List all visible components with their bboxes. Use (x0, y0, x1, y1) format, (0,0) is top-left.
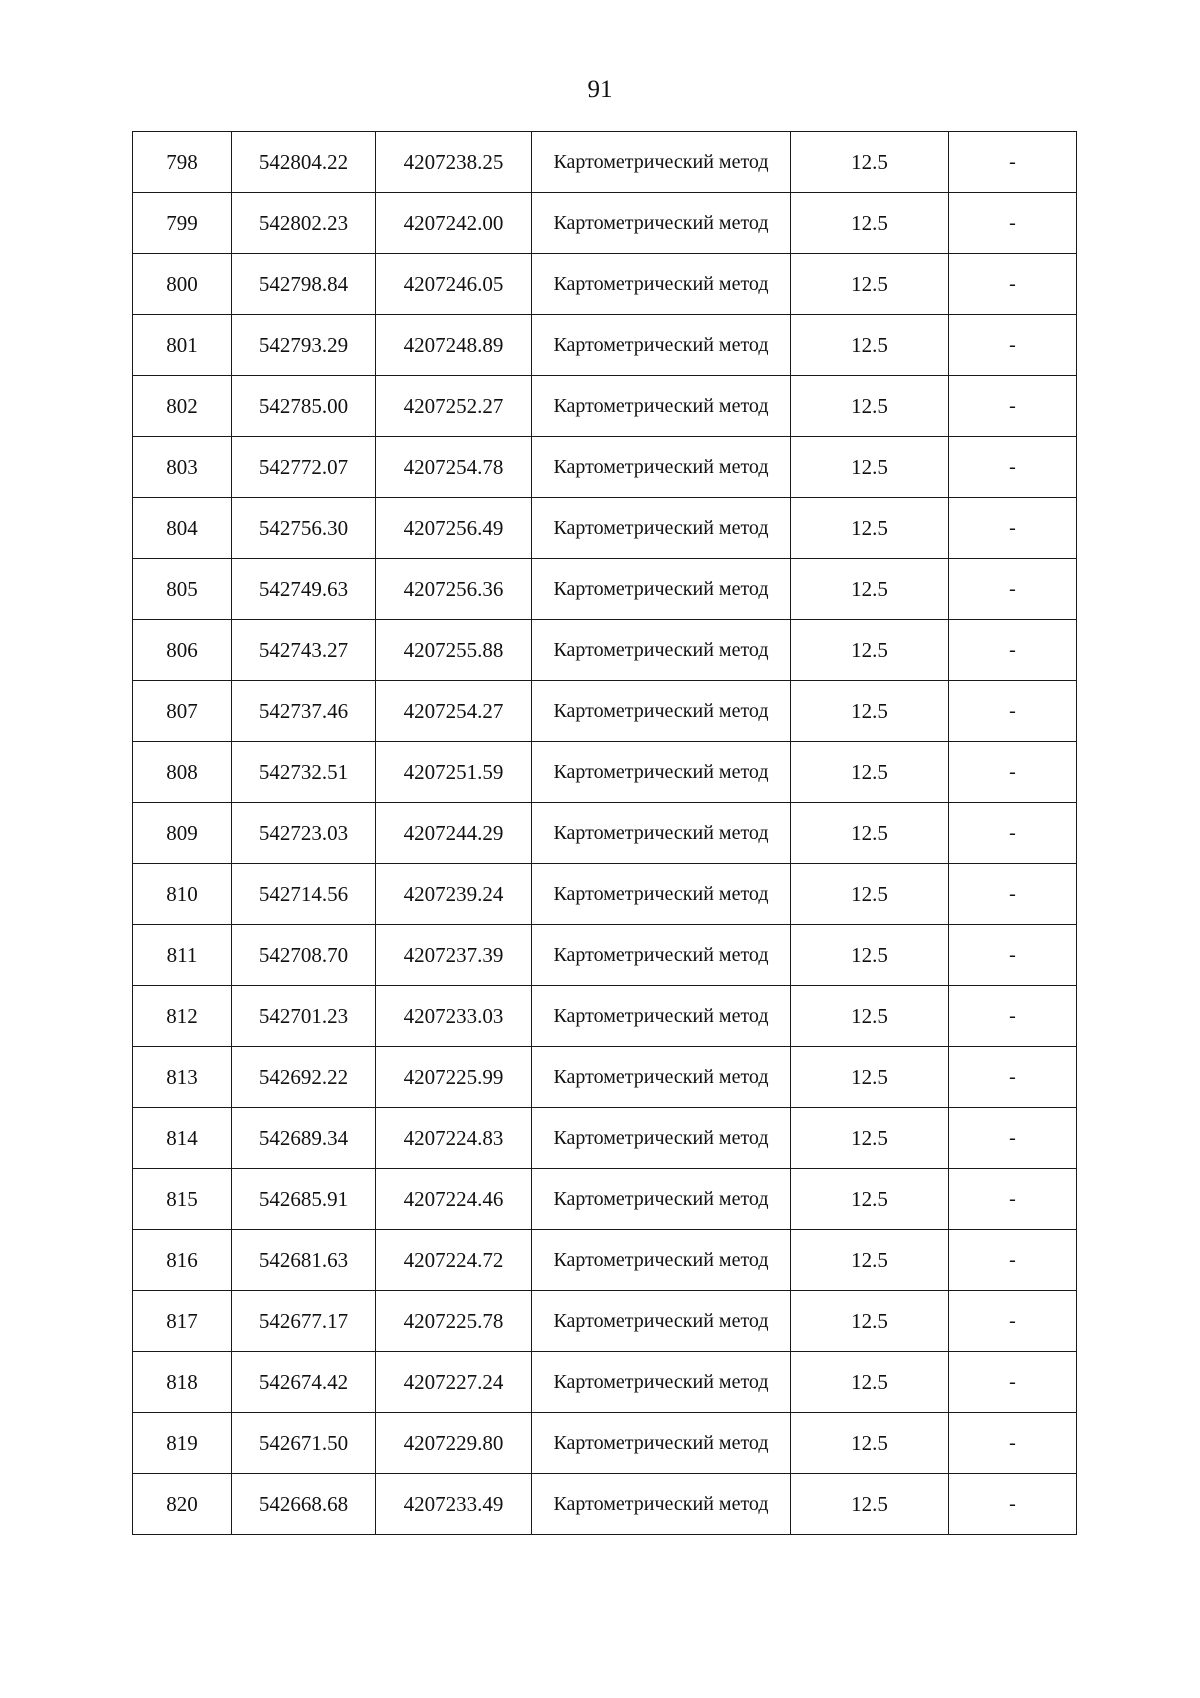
point-number-cell: 819 (133, 1413, 232, 1474)
x-coordinate-cell: 542749.63 (232, 559, 376, 620)
note-cell: - (949, 1352, 1077, 1413)
point-number-cell: 809 (133, 803, 232, 864)
y-coordinate-cell: 4207229.80 (376, 1413, 532, 1474)
accuracy-cell: 12.5 (791, 1474, 949, 1535)
y-coordinate-cell: 4207255.88 (376, 620, 532, 681)
method-cell: Картометрический метод (532, 1474, 791, 1535)
point-number-cell: 817 (133, 1291, 232, 1352)
method-cell: Картометрический метод (532, 925, 791, 986)
point-number-cell: 807 (133, 681, 232, 742)
point-number-cell: 808 (133, 742, 232, 803)
method-cell: Картометрический метод (532, 498, 791, 559)
table-row (133, 254, 1077, 315)
table-row (133, 132, 1077, 193)
note-cell: - (949, 559, 1077, 620)
table-row (133, 925, 1077, 986)
note-cell: - (949, 986, 1077, 1047)
note-cell: - (949, 620, 1077, 681)
note-cell: - (949, 437, 1077, 498)
point-number-cell: 815 (133, 1169, 232, 1230)
method-cell: Картометрический метод (532, 986, 791, 1047)
y-coordinate-cell: 4207237.39 (376, 925, 532, 986)
y-coordinate-cell: 4207225.78 (376, 1291, 532, 1352)
y-coordinate-cell: 4207224.72 (376, 1230, 532, 1291)
table-row (133, 986, 1077, 1047)
y-coordinate-cell: 4207233.49 (376, 1474, 532, 1535)
x-coordinate-cell: 542671.50 (232, 1413, 376, 1474)
table-row (133, 742, 1077, 803)
page-number: 91 (587, 76, 613, 103)
x-coordinate-cell: 542772.07 (232, 437, 376, 498)
x-coordinate-cell: 542714.56 (232, 864, 376, 925)
y-coordinate-cell: 4207256.36 (376, 559, 532, 620)
point-number-cell: 814 (133, 1108, 232, 1169)
x-coordinate-cell: 542674.42 (232, 1352, 376, 1413)
method-cell: Картометрический метод (532, 193, 791, 254)
table-row (133, 1291, 1077, 1352)
table-row (133, 620, 1077, 681)
table-row (133, 864, 1077, 925)
note-cell: - (949, 1291, 1077, 1352)
y-coordinate-cell: 4207239.24 (376, 864, 532, 925)
coordinates-table-wrapper (132, 131, 1076, 1535)
method-cell: Картометрический метод (532, 132, 791, 193)
x-coordinate-cell: 542723.03 (232, 803, 376, 864)
method-cell: Картометрический метод (532, 1352, 791, 1413)
table-row (133, 376, 1077, 437)
method-cell: Картометрический метод (532, 803, 791, 864)
x-coordinate-cell: 542793.29 (232, 315, 376, 376)
note-cell: - (949, 1230, 1077, 1291)
note-cell: - (949, 132, 1077, 193)
note-cell: - (949, 742, 1077, 803)
table-row (133, 559, 1077, 620)
note-cell: - (949, 376, 1077, 437)
x-coordinate-cell: 542802.23 (232, 193, 376, 254)
point-number-cell: 811 (133, 925, 232, 986)
method-cell: Картометрический метод (532, 254, 791, 315)
y-coordinate-cell: 4207233.03 (376, 986, 532, 1047)
table-row (133, 1169, 1077, 1230)
method-cell: Картометрический метод (532, 864, 791, 925)
table-row (133, 193, 1077, 254)
table-row (133, 1352, 1077, 1413)
method-cell: Картометрический метод (532, 742, 791, 803)
x-coordinate-cell: 542737.46 (232, 681, 376, 742)
method-cell: Картометрический метод (532, 437, 791, 498)
x-coordinate-cell: 542798.84 (232, 254, 376, 315)
method-cell: Картометрический метод (532, 1108, 791, 1169)
y-coordinate-cell: 4207238.25 (376, 132, 532, 193)
method-cell: Картометрический метод (532, 1169, 791, 1230)
note-cell: - (949, 1413, 1077, 1474)
y-coordinate-cell: 4207252.27 (376, 376, 532, 437)
table-row (133, 315, 1077, 376)
method-cell: Картометрический метод (532, 559, 791, 620)
coordinates-table (132, 131, 1077, 1535)
y-coordinate-cell: 4207244.29 (376, 803, 532, 864)
note-cell: - (949, 1169, 1077, 1230)
note-cell: - (949, 315, 1077, 376)
accuracy-cell: 12.5 (791, 1230, 949, 1291)
note-cell: - (949, 681, 1077, 742)
x-coordinate-cell: 542692.22 (232, 1047, 376, 1108)
table-row (133, 1413, 1077, 1474)
method-cell: Картометрический метод (532, 376, 791, 437)
accuracy-cell: 12.5 (791, 254, 949, 315)
point-number-cell: 812 (133, 986, 232, 1047)
accuracy-cell: 12.5 (791, 1108, 949, 1169)
accuracy-cell: 12.5 (791, 437, 949, 498)
table-row (133, 1108, 1077, 1169)
x-coordinate-cell: 542743.27 (232, 620, 376, 681)
note-cell: - (949, 193, 1077, 254)
table-row (133, 803, 1077, 864)
accuracy-cell: 12.5 (791, 1413, 949, 1474)
method-cell: Картометрический метод (532, 620, 791, 681)
accuracy-cell: 12.5 (791, 925, 949, 986)
y-coordinate-cell: 4207254.27 (376, 681, 532, 742)
coordinates-table-body (133, 132, 1077, 1535)
point-number-cell: 810 (133, 864, 232, 925)
note-cell: - (949, 803, 1077, 864)
y-coordinate-cell: 4207251.59 (376, 742, 532, 803)
accuracy-cell: 12.5 (791, 193, 949, 254)
point-number-cell: 816 (133, 1230, 232, 1291)
point-number-cell: 805 (133, 559, 232, 620)
point-number-cell: 804 (133, 498, 232, 559)
note-cell: - (949, 1047, 1077, 1108)
x-coordinate-cell: 542785.00 (232, 376, 376, 437)
accuracy-cell: 12.5 (791, 559, 949, 620)
x-coordinate-cell: 542732.51 (232, 742, 376, 803)
y-coordinate-cell: 4207227.24 (376, 1352, 532, 1413)
x-coordinate-cell: 542677.17 (232, 1291, 376, 1352)
accuracy-cell: 12.5 (791, 1352, 949, 1413)
note-cell: - (949, 864, 1077, 925)
x-coordinate-cell: 542685.91 (232, 1169, 376, 1230)
accuracy-cell: 12.5 (791, 132, 949, 193)
accuracy-cell: 12.5 (791, 376, 949, 437)
method-cell: Картометрический метод (532, 1291, 791, 1352)
table-row (133, 437, 1077, 498)
accuracy-cell: 12.5 (791, 1291, 949, 1352)
accuracy-cell: 12.5 (791, 742, 949, 803)
table-row (133, 498, 1077, 559)
accuracy-cell: 12.5 (791, 681, 949, 742)
note-cell: - (949, 498, 1077, 559)
point-number-cell: 820 (133, 1474, 232, 1535)
method-cell: Картометрический метод (532, 315, 791, 376)
point-number-cell: 800 (133, 254, 232, 315)
point-number-cell: 798 (133, 132, 232, 193)
accuracy-cell: 12.5 (791, 1169, 949, 1230)
method-cell: Картометрический метод (532, 681, 791, 742)
y-coordinate-cell: 4207224.83 (376, 1108, 532, 1169)
method-cell: Картометрический метод (532, 1230, 791, 1291)
point-number-cell: 818 (133, 1352, 232, 1413)
point-number-cell: 813 (133, 1047, 232, 1108)
accuracy-cell: 12.5 (791, 498, 949, 559)
point-number-cell: 801 (133, 315, 232, 376)
point-number-cell: 806 (133, 620, 232, 681)
accuracy-cell: 12.5 (791, 864, 949, 925)
point-number-cell: 799 (133, 193, 232, 254)
y-coordinate-cell: 4207256.49 (376, 498, 532, 559)
x-coordinate-cell: 542681.63 (232, 1230, 376, 1291)
y-coordinate-cell: 4207254.78 (376, 437, 532, 498)
x-coordinate-cell: 542701.23 (232, 986, 376, 1047)
y-coordinate-cell: 4207224.46 (376, 1169, 532, 1230)
x-coordinate-cell: 542689.34 (232, 1108, 376, 1169)
note-cell: - (949, 1108, 1077, 1169)
y-coordinate-cell: 4207225.99 (376, 1047, 532, 1108)
y-coordinate-cell: 4207246.05 (376, 254, 532, 315)
method-cell: Картометрический метод (532, 1413, 791, 1474)
accuracy-cell: 12.5 (791, 620, 949, 681)
accuracy-cell: 12.5 (791, 315, 949, 376)
table-row (133, 681, 1077, 742)
table-row (133, 1047, 1077, 1108)
method-cell: Картометрический метод (532, 1047, 791, 1108)
point-number-cell: 803 (133, 437, 232, 498)
accuracy-cell: 12.5 (791, 803, 949, 864)
note-cell: - (949, 925, 1077, 986)
note-cell: - (949, 254, 1077, 315)
point-number-cell: 802 (133, 376, 232, 437)
table-row (133, 1230, 1077, 1291)
y-coordinate-cell: 4207248.89 (376, 315, 532, 376)
x-coordinate-cell: 542756.30 (232, 498, 376, 559)
x-coordinate-cell: 542708.70 (232, 925, 376, 986)
accuracy-cell: 12.5 (791, 986, 949, 1047)
y-coordinate-cell: 4207242.00 (376, 193, 532, 254)
accuracy-cell: 12.5 (791, 1047, 949, 1108)
x-coordinate-cell: 542804.22 (232, 132, 376, 193)
x-coordinate-cell: 542668.68 (232, 1474, 376, 1535)
table-row (133, 1474, 1077, 1535)
note-cell: - (949, 1474, 1077, 1535)
